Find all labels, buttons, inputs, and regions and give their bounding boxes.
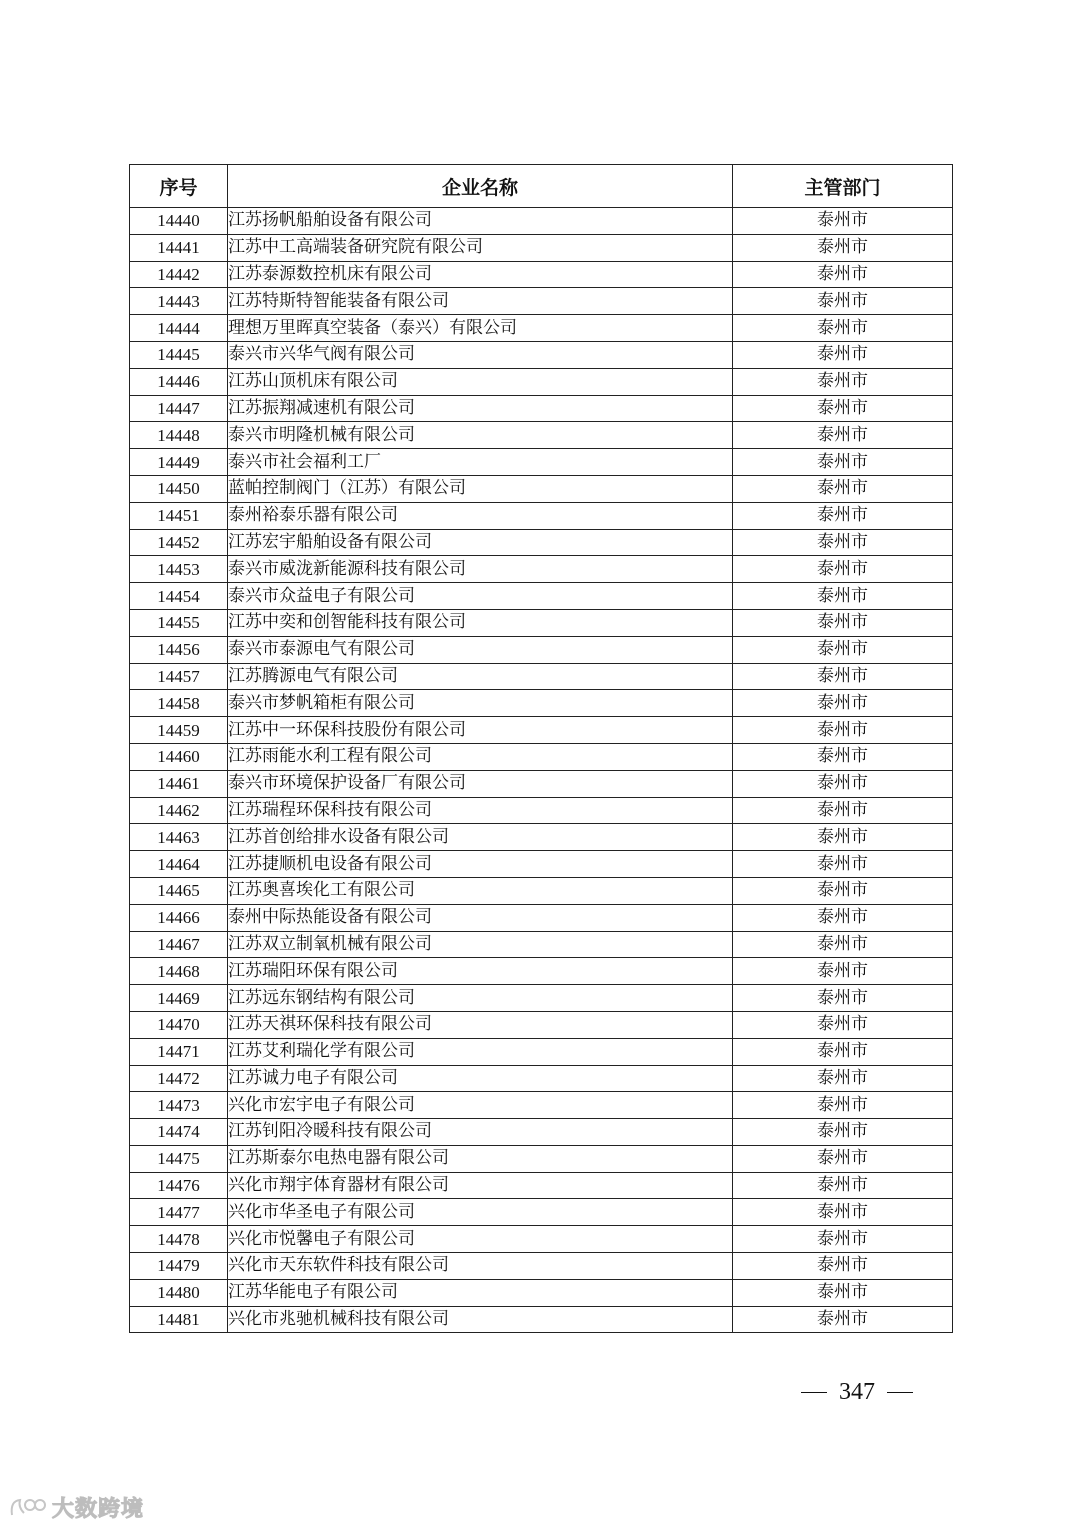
cell-serial-number: 14476 [130,1172,228,1199]
cell-department: 泰州市 [733,288,953,315]
cell-enterprise-name: 泰兴市兴华气阀有限公司 [228,341,733,368]
cell-department: 泰州市 [733,502,953,529]
cell-department: 泰州市 [733,958,953,985]
cell-serial-number: 14455 [130,609,228,636]
cell-department: 泰州市 [733,1306,953,1333]
cell-department: 泰州市 [733,1092,953,1119]
cell-serial-number: 14448 [130,422,228,449]
table-row [130,341,953,368]
cell-enterprise-name: 泰州中际热能设备有限公司 [228,904,733,931]
cell-serial-number: 14463 [130,824,228,851]
cell-enterprise-name: 泰兴市梦帆箱柜有限公司 [228,690,733,717]
cell-department: 泰州市 [733,609,953,636]
cell-serial-number: 14451 [130,502,228,529]
cell-department: 泰州市 [733,824,953,851]
cell-serial-number: 14458 [130,690,228,717]
cell-enterprise-name: 江苏中一环保科技股份有限公司 [228,717,733,744]
cell-serial-number: 14445 [130,341,228,368]
cell-serial-number: 14473 [130,1092,228,1119]
cell-department: 泰州市 [733,1119,953,1146]
cell-enterprise-name: 江苏钊阳冷暖科技有限公司 [228,1119,733,1146]
cell-enterprise-name: 蓝帕控制阀门（江苏）有限公司 [228,475,733,502]
cell-serial-number: 14464 [130,851,228,878]
cell-department: 泰州市 [733,1065,953,1092]
cell-enterprise-name: 泰兴市泰源电气有限公司 [228,636,733,663]
cell-department: 泰州市 [733,1199,953,1226]
cell-enterprise-name: 泰兴市环境保护设备厂有限公司 [228,770,733,797]
cell-department: 泰州市 [733,985,953,1012]
cell-department: 泰州市 [733,475,953,502]
cell-department: 泰州市 [733,556,953,583]
cell-enterprise-name: 江苏天祺环保科技有限公司 [228,1011,733,1038]
cell-serial-number: 14442 [130,261,228,288]
table-row [130,583,953,610]
table-row [130,851,953,878]
table-row [130,395,953,422]
table-row [130,717,953,744]
cell-department: 泰州市 [733,449,953,476]
cell-enterprise-name: 兴化市翔宇体育器材有限公司 [228,1172,733,1199]
table-row [130,1253,953,1280]
table-row [130,1092,953,1119]
cell-department: 泰州市 [733,395,953,422]
cell-serial-number: 14454 [130,583,228,610]
cell-serial-number: 14449 [130,449,228,476]
cell-department: 泰州市 [733,1011,953,1038]
table-row [130,502,953,529]
table-row [130,663,953,690]
cell-serial-number: 14472 [130,1065,228,1092]
cell-department: 泰州市 [733,1279,953,1306]
cell-enterprise-name: 江苏瑞程环保科技有限公司 [228,797,733,824]
cell-department: 泰州市 [733,315,953,342]
table-header-row [130,165,953,208]
cell-enterprise-name: 泰兴市社会福利工厂 [228,449,733,476]
cell-serial-number: 14459 [130,717,228,744]
cell-department: 泰州市 [733,1172,953,1199]
cell-enterprise-name: 江苏腾源电气有限公司 [228,663,733,690]
cell-department: 泰州市 [733,261,953,288]
cell-serial-number: 14480 [130,1279,228,1306]
cell-department: 泰州市 [733,422,953,449]
cell-department: 泰州市 [733,208,953,235]
cell-enterprise-name: 江苏振翔减速机有限公司 [228,395,733,422]
cell-serial-number: 14461 [130,770,228,797]
cell-enterprise-name: 兴化市兆驰机械科技有限公司 [228,1306,733,1333]
cell-enterprise-name: 泰州裕泰乐器有限公司 [228,502,733,529]
cell-department: 泰州市 [733,770,953,797]
table-row [130,449,953,476]
table-row [130,234,953,261]
cell-department: 泰州市 [733,877,953,904]
cell-serial-number: 14460 [130,743,228,770]
watermark-text: 大数跨境 [52,1496,145,1522]
watermark [8,1494,144,1520]
table-row [130,1011,953,1038]
cell-serial-number: 14456 [130,636,228,663]
cell-enterprise-name: 江苏奥喜埃化工有限公司 [228,877,733,904]
table-row [130,1145,953,1172]
cell-enterprise-name: 江苏远东钢结构有限公司 [228,985,733,1012]
cell-department: 泰州市 [733,583,953,610]
cell-serial-number: 14477 [130,1199,228,1226]
cell-serial-number: 14468 [130,958,228,985]
cell-enterprise-name: 江苏泰源数控机床有限公司 [228,261,733,288]
cell-enterprise-name: 江苏双立制氧机械有限公司 [228,931,733,958]
page-number-value: 347 [839,1378,875,1405]
cell-enterprise-name: 兴化市悦馨电子有限公司 [228,1226,733,1253]
cell-serial-number: 14474 [130,1119,228,1146]
cell-department: 泰州市 [733,931,953,958]
cell-enterprise-name: 泰兴市明隆机械有限公司 [228,422,733,449]
cell-enterprise-name: 江苏诚力电子有限公司 [228,1065,733,1092]
cell-department: 泰州市 [733,1145,953,1172]
cell-enterprise-name: 江苏捷顺机电设备有限公司 [228,851,733,878]
table-row [130,1279,953,1306]
cell-department: 泰州市 [733,1226,953,1253]
table-row [130,288,953,315]
table-row [130,556,953,583]
cell-serial-number: 14441 [130,234,228,261]
table-row [130,1199,953,1226]
cell-serial-number: 14478 [130,1226,228,1253]
cell-department: 泰州市 [733,690,953,717]
header-enterprise-name: 企业名称 [228,165,733,208]
cell-department: 泰州市 [733,234,953,261]
cell-department: 泰州市 [733,529,953,556]
table-row [130,1306,953,1333]
table-row [130,824,953,851]
table-row [130,208,953,235]
cell-department: 泰州市 [733,717,953,744]
table-row [130,904,953,931]
cell-enterprise-name: 江苏宏宇船舶设备有限公司 [228,529,733,556]
cell-department: 泰州市 [733,368,953,395]
cell-serial-number: 14447 [130,395,228,422]
cell-enterprise-name: 理想万里晖真空装备（泰兴）有限公司 [228,315,733,342]
cell-department: 泰州市 [733,341,953,368]
table-row [130,609,953,636]
table-row [130,877,953,904]
enterprise-table [129,164,953,1333]
cell-enterprise-name: 江苏中奕和创智能科技有限公司 [228,609,733,636]
cell-serial-number: 14440 [130,208,228,235]
cell-enterprise-name: 兴化市华圣电子有限公司 [228,1199,733,1226]
cell-department: 泰州市 [733,1038,953,1065]
cell-serial-number: 14466 [130,904,228,931]
cell-serial-number: 14479 [130,1253,228,1280]
cell-enterprise-name: 江苏扬帆船舶设备有限公司 [228,208,733,235]
watermark-logo-icon [8,1495,46,1519]
page-number-dash-right [887,1392,913,1393]
table-row [130,1226,953,1253]
cell-serial-number: 14443 [130,288,228,315]
cell-enterprise-name: 江苏特斯特智能装备有限公司 [228,288,733,315]
table-row [130,958,953,985]
cell-enterprise-name: 泰兴市众益电子有限公司 [228,583,733,610]
cell-serial-number: 14465 [130,877,228,904]
table-row [130,529,953,556]
cell-department: 泰州市 [733,663,953,690]
table-row [130,931,953,958]
table-row [130,261,953,288]
table-row [130,315,953,342]
table-row [130,1065,953,1092]
cell-serial-number: 14457 [130,663,228,690]
header-department: 主管部门 [733,165,953,208]
table-row [130,636,953,663]
cell-enterprise-name: 江苏华能电子有限公司 [228,1279,733,1306]
cell-department: 泰州市 [733,1253,953,1280]
header-serial-number: 序号 [130,165,228,208]
table-row [130,743,953,770]
table-row [130,797,953,824]
table-row [130,985,953,1012]
table-row [130,475,953,502]
cell-serial-number: 14467 [130,931,228,958]
cell-enterprise-name: 江苏艾利瑞化学有限公司 [228,1038,733,1065]
cell-serial-number: 14471 [130,1038,228,1065]
cell-serial-number: 14444 [130,315,228,342]
cell-serial-number: 14470 [130,1011,228,1038]
cell-serial-number: 14452 [130,529,228,556]
table-row [130,1119,953,1146]
cell-department: 泰州市 [733,851,953,878]
cell-department: 泰州市 [733,636,953,663]
cell-serial-number: 14462 [130,797,228,824]
cell-serial-number: 14481 [130,1306,228,1333]
cell-enterprise-name: 江苏斯泰尔电热电器有限公司 [228,1145,733,1172]
table-row [130,1038,953,1065]
cell-department: 泰州市 [733,797,953,824]
cell-enterprise-name: 江苏山顶机床有限公司 [228,368,733,395]
cell-department: 泰州市 [733,904,953,931]
cell-enterprise-name: 江苏雨能水利工程有限公司 [228,743,733,770]
table-row [130,690,953,717]
cell-serial-number: 14475 [130,1145,228,1172]
cell-serial-number: 14469 [130,985,228,1012]
cell-enterprise-name: 兴化市宏宇电子有限公司 [228,1092,733,1119]
cell-serial-number: 14446 [130,368,228,395]
cell-serial-number: 14450 [130,475,228,502]
cell-enterprise-name: 江苏首创给排水设备有限公司 [228,824,733,851]
cell-enterprise-name: 江苏中工高端装备研究院有限公司 [228,234,733,261]
cell-enterprise-name: 泰兴市威泷新能源科技有限公司 [228,556,733,583]
page-number-dash-left [801,1392,827,1393]
cell-department: 泰州市 [733,743,953,770]
table-row [130,422,953,449]
table-row [130,770,953,797]
cell-enterprise-name: 兴化市天东软件科技有限公司 [228,1253,733,1280]
page-number [792,1372,922,1412]
cell-enterprise-name: 江苏瑞阳环保有限公司 [228,958,733,985]
table-row [130,1172,953,1199]
cell-serial-number: 14453 [130,556,228,583]
table-row [130,368,953,395]
